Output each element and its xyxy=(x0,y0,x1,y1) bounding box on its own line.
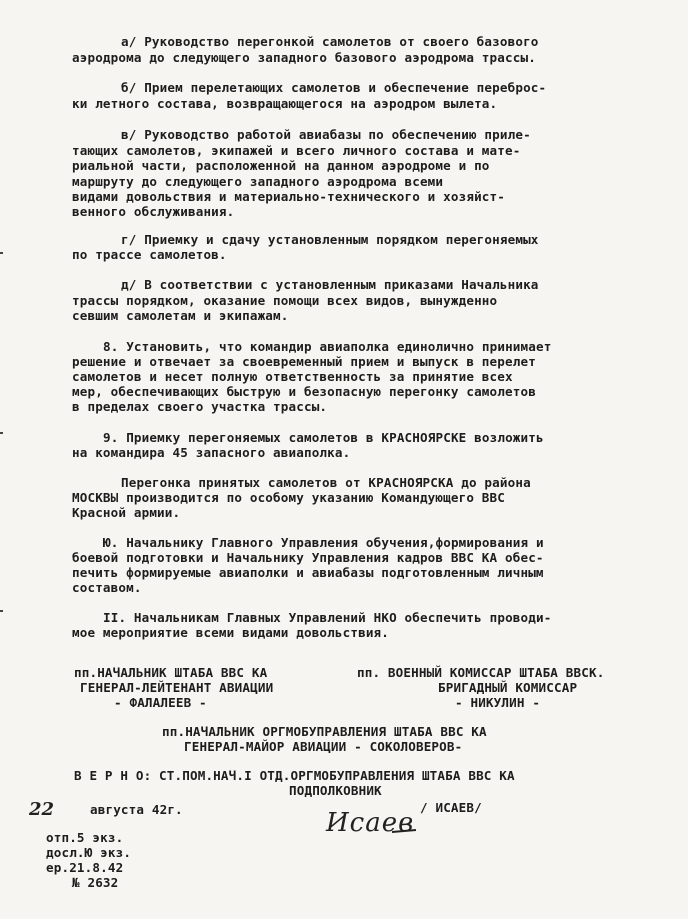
para-9-line-2: на командира 45 запасного авиаполка. xyxy=(72,445,351,460)
item-a-line-2: аэродрома до следующего западного базового аэродрома трассы. xyxy=(72,50,536,65)
item-d-line-3: севшим самолетам и экипажам. xyxy=(72,308,289,323)
footer-line-1: отп.5 экз. xyxy=(46,830,124,845)
item-d-line-2: трассы порядком, оказание помощи всех видов, вынужденно xyxy=(72,293,498,308)
item-v-line-1: в/ Руководство работой авиабазы по обеспечению приле- xyxy=(121,127,531,142)
handwritten-signature: Исаев xyxy=(326,808,415,838)
para-10-line-4: составом. xyxy=(72,580,142,595)
para-10-line-2: боевой подготовки и Начальнику Управления кадров ВВС КА обес- xyxy=(72,550,544,565)
para-9b-line-2: МОСКВЫ производится по особому указанию Командующего ВВС xyxy=(72,490,505,505)
item-g-line-1: г/ Приемку и сдачу установленным порядком перегоняемых xyxy=(121,232,539,247)
sig-left-line-2: ГЕНЕРАЛ-ЛЕЙТЕНАНТ АВИАЦИИ xyxy=(80,680,274,695)
para-11-line-1: II. Начальникам Главных Управлений НКО обеспечить проводи- xyxy=(103,610,552,625)
sig-right-line-3: - НИКУЛИН - xyxy=(455,695,541,710)
para-8-line-4: мер, обеспечивающих быструю и безопасную перегонку самолетов xyxy=(72,384,536,399)
item-v-line-2: тающих самолетов, экипажей и всего личного состава и мате- xyxy=(72,143,521,158)
footer-line-4: № 2632 xyxy=(72,875,119,890)
margin-mark xyxy=(0,432,3,434)
sig-left-line-1: пп.НАЧАЛЬНИК ШТАБА ВВС КА xyxy=(74,665,268,680)
para-10-line-1: Ю. Начальнику Главного Управления обучения,формирования и xyxy=(103,535,544,550)
date-day-handwritten: 22 xyxy=(29,799,55,820)
sig-right-line-1: пп. ВОЕННЫЙ КОМИССАР ШТАБА ВВСК. xyxy=(357,665,605,680)
sig-left-line-3: - ФАЛАЛЕЕВ - xyxy=(114,695,207,710)
item-v-line-3: риальной части, расположенной на данном аэродроме и по xyxy=(72,158,490,173)
para-9-line-1: 9. Приемку перегоняемых самолетов в КРАСНОЯРСКЕ возложить xyxy=(103,430,544,445)
signer-name: / ИСАЕВ/ xyxy=(420,800,482,815)
item-v-line-6: венного обслуживания. xyxy=(72,204,235,219)
item-v-line-4: маршруту до следующего западного аэродрома всеми xyxy=(72,174,444,189)
item-b-line-1: б/ Прием перелетающих самолетов и обеспечение переброс- xyxy=(121,80,547,95)
margin-mark xyxy=(0,252,3,254)
margin-mark xyxy=(0,610,3,612)
para-9b-line-1: Перегонка принятых самолетов от КРАСНОЯРСКА до района xyxy=(121,475,531,490)
para-9b-line-3: Красной армии. xyxy=(72,505,181,520)
para-11-line-2: мое мероприятие всеми видами довольствия. xyxy=(72,625,390,640)
sig-center-line-2: ГЕНЕРАЛ-МАЙОР АВИАЦИИ - СОКОЛОВЕРОВ- xyxy=(184,739,463,754)
sig-center-line-1: пп.НАЧАЛЬНИК ОРГМОБУПРАВЛЕНИЯ ШТАБА ВВС КА xyxy=(162,724,487,739)
para-8-line-2: решение и отвечает за своевременный прием и выпуск в перелет xyxy=(72,354,536,369)
para-8-line-5: в пределах своего участка трассы. xyxy=(72,399,328,414)
para-8-line-3: самолетов и несет полную ответственность за принятие всех xyxy=(72,369,513,384)
item-b-line-2: ки летного состава, возвращающегося на аэродром вылета. xyxy=(72,96,498,111)
item-a-line-1: а/ Руководство перегонкой самолетов от своего базового xyxy=(121,34,539,49)
footer-line-3: ер.21.8.42 xyxy=(46,860,124,875)
signature-flourish xyxy=(390,820,420,838)
footer-line-2: досл.Ю экз. xyxy=(46,845,132,860)
sig-right-line-2: БРИГАДНЫЙ КОМИССАР xyxy=(438,680,578,695)
item-g-line-2: по трассе самолетов. xyxy=(72,247,227,262)
para-8-line-1: 8. Установить, что командир авиаполка единолично принимает xyxy=(103,339,552,354)
item-v-line-5: видами довольствия и материально-технического и хозяйст- xyxy=(72,189,505,204)
verification-line-1: В Е Р Н О: СТ.ПОМ.НАЧ.I ОТД.ОРГМОБУПРАВЛЕНИЯ ШТАБА ВВС КА xyxy=(74,768,515,783)
date-rest: августа 42г. xyxy=(90,802,183,817)
item-d-line-1: д/ В соответствии с установленным приказами Начальника xyxy=(121,277,539,292)
verification-rank: ПОДПОЛКОВНИК xyxy=(289,783,382,798)
para-10-line-3: печить формируемые авиаполки и авиабазы подготовленным личным xyxy=(72,565,544,580)
